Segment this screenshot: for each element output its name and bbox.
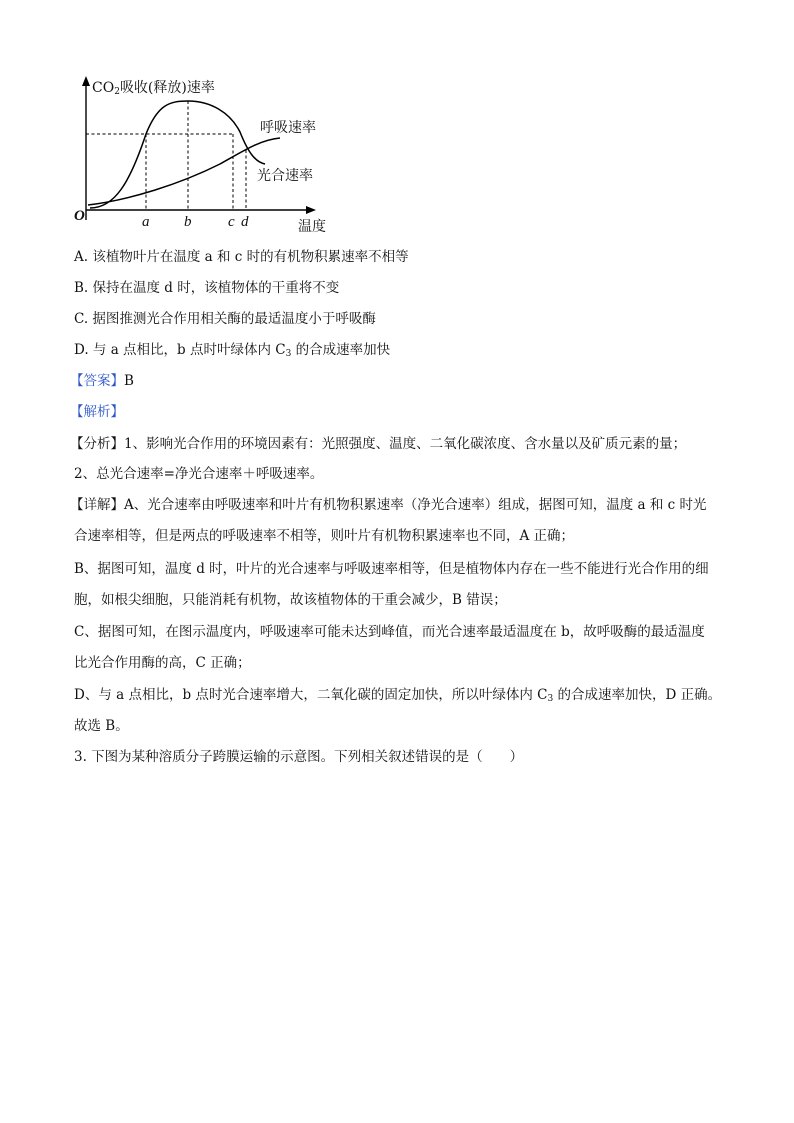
x-axis-label: 温度 bbox=[298, 219, 326, 235]
origin-label: O bbox=[74, 208, 85, 224]
tick-b: b bbox=[184, 214, 192, 230]
y-axis-label: $CO_2$吸收(释放)速率 bbox=[92, 80, 215, 97]
conclusion: 故选 B。 bbox=[74, 718, 129, 734]
analysis-line: 【详解】A、光合速率由呼吸速率和叶片有机物积累速率（净光合速率）组成，据图可知，温度 a 和 c 时光 bbox=[70, 497, 707, 513]
x-axis-arrow bbox=[306, 206, 316, 214]
respiration-label: 呼吸速率 bbox=[260, 120, 316, 136]
y-axis-arrow bbox=[82, 76, 90, 86]
analysis-tag: 【解析】 bbox=[70, 404, 124, 420]
answer-value: B bbox=[124, 373, 134, 389]
option-a: A. 该植物叶片在温度 a 和 c 时的有机物积累速率不相等 bbox=[74, 249, 409, 265]
analysis-line: 比光合作用酶的高，C 正确； bbox=[74, 655, 251, 671]
analysis-line: 胞，如根尖细胞，只能消耗有机物，故该植物体的干重会减少，B 错误； bbox=[74, 592, 507, 608]
analysis-line-d: D、与 a 点相比，b 点时光合速率增大，二氧化碳的固定加快，所以叶绿体内 $C_3$ 的合成速率加快，D 正确。 bbox=[74, 687, 722, 704]
photosynthesis-curve bbox=[90, 101, 265, 208]
option-c: C. 据图推测光合作用相关酶的最适温度小于呼吸酶 bbox=[74, 311, 376, 327]
question-3: 3. 下图为某种溶质分子跨膜运输的示意图。下列相关叙述错误的是（ ） bbox=[74, 749, 524, 765]
analysis-line: 【分析】1、影响光合作用的环境因素有：光照强度、温度、二氧化碳浓度、含水量以及矿质元素的量； bbox=[70, 436, 687, 452]
tick-a: a bbox=[142, 214, 150, 230]
answer-line bbox=[70, 372, 134, 390]
analysis-line: C、据图可知，在图示温度内，呼吸速率可能未达到峰值，而光合速率最适温度在 b，故呼吸酶的最适温度 bbox=[74, 624, 705, 640]
answer-tag: 【答案】 bbox=[70, 373, 124, 389]
rate-temperature-figure bbox=[70, 72, 330, 237]
photosynthesis-label: 光合速率 bbox=[257, 168, 313, 184]
tick-c: c bbox=[228, 214, 235, 230]
option-d: D. 与 a 点相比，b 点时叶绿体内 $C_3$ 的合成速率加快 bbox=[74, 342, 391, 359]
tick-d: d bbox=[241, 214, 249, 230]
analysis-line: 合速率相等，但是两点的呼吸速率不相等，则叶片有机物积累速率也不同，A 正确； bbox=[74, 528, 575, 544]
option-b: B. 保持在温度 d 时，该植物体的干重将不变 bbox=[74, 280, 340, 296]
analysis-line: B、据图可知，温度 d 时，叶片的光合速率与呼吸速率相等，但是植物体内存在一些不能进行光合作用的细 bbox=[74, 561, 709, 577]
analysis-line: 2、总光合速率=净光合速率＋呼吸速率。 bbox=[74, 466, 324, 482]
